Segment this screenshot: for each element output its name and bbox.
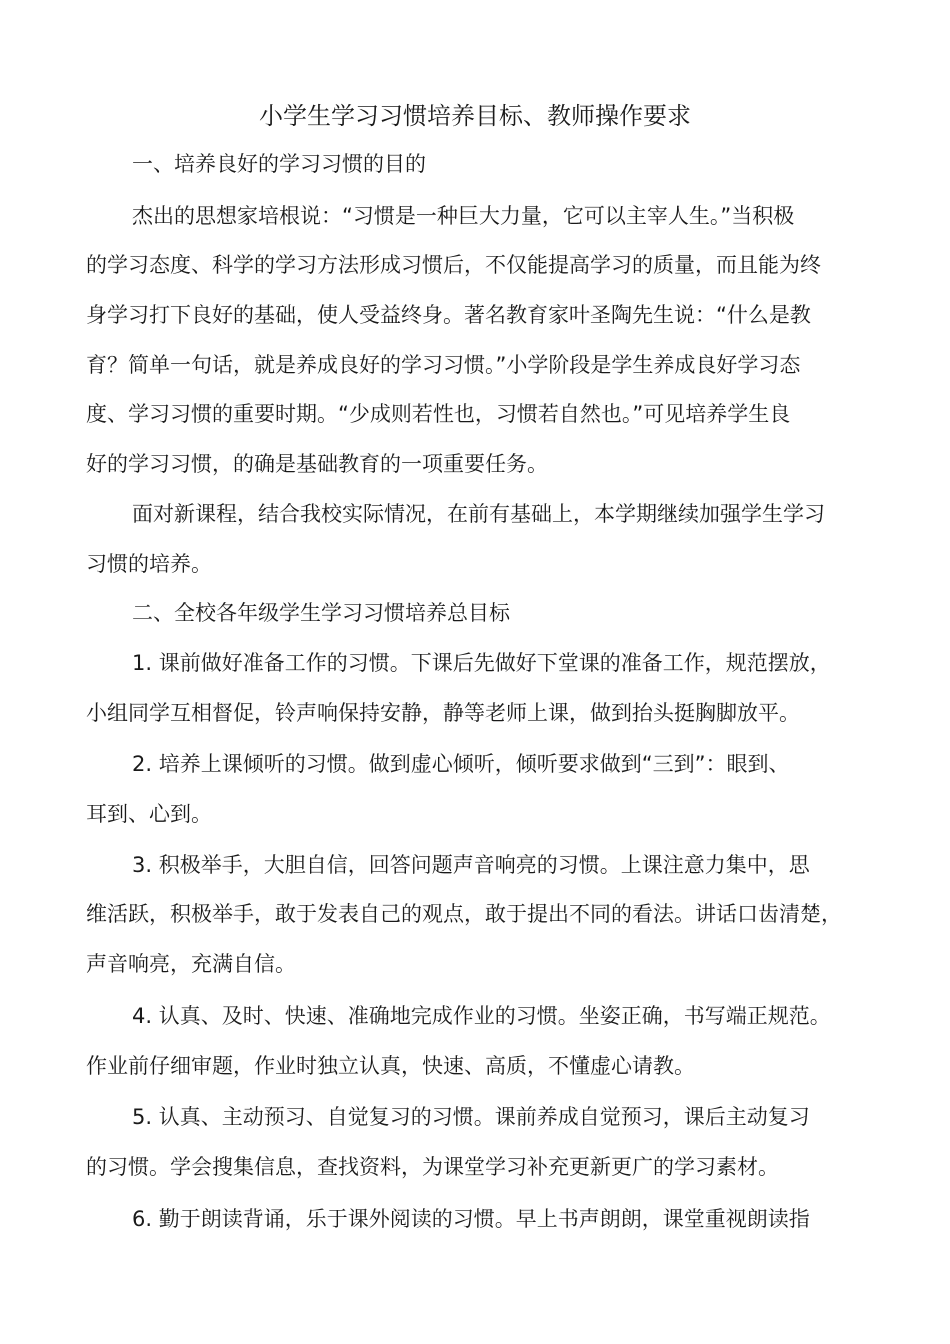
list-item-line: 2. 培养上课倾听的习惯。做到虚心倾听，倾听要求做到“三到”：眼到、 xyxy=(132,752,790,776)
paragraph-line: 面对新课程，结合我校实际情况，在前有基础上，本学期继续加强学生学习 xyxy=(132,502,825,526)
list-item-line: 作业前仔细审题，作业时独立认真，快速、高质，不懂虚心请教。 xyxy=(86,1054,695,1078)
list-item-line: 6. 勤于朗读背诵，乐于课外阅读的习惯。早上书声朗朗，课堂重视朗读指 xyxy=(132,1207,810,1231)
paragraph-line: 好的学习习惯，的确是基础教育的一项重要任务。 xyxy=(86,452,548,476)
list-item-line: 1. 课前做好准备工作的习惯。下课后先做好下堂课的准备工作，规范摆放， xyxy=(132,651,831,675)
section-heading-1: 一、培养良好的学习习惯的目的 xyxy=(132,152,426,176)
list-item-line: 4. 认真、及时、快速、准确地完成作业的习惯。坐姿正确，书写端正规范。 xyxy=(132,1004,831,1028)
list-item-line: 3. 积极举手，大胆自信，回答问题声音响亮的习惯。上课注意力集中，思 xyxy=(132,853,810,877)
paragraph-line: 度、学习习惯的重要时期。“少成则若性也，习惯若自然也。”可见培养学生良 xyxy=(86,402,791,426)
paragraph-line: 习惯的培养。 xyxy=(86,552,212,576)
list-item-line: 耳到、心到。 xyxy=(86,802,212,826)
paragraph-line: 育？简单一句话，就是养成良好的学习习惯。”小学阶段是学生养成良好学习态 xyxy=(86,353,801,377)
list-item-line: 5. 认真、主动预习、自觉复习的习惯。课前养成自觉预习，课后主动复习 xyxy=(132,1105,810,1129)
section-heading-2: 二、全校各年级学生学习习惯培养总目标 xyxy=(132,601,510,625)
paragraph-line: 杰出的思想家培根说：“习惯是一种巨大力量，它可以主宰人生。”当积极 xyxy=(132,204,795,228)
list-item-line: 小组同学互相督促，铃声响保持安静，静等老师上课，做到抬头挺胸脚放平。 xyxy=(86,701,800,725)
paragraph-line: 的学习态度、科学的学习方法形成习惯后，不仅能提高学习的质量，而且能为终 xyxy=(86,253,821,277)
paragraph-line: 身学习打下良好的基础，使人受益终身。著名教育家叶圣陶先生说：“什么是教 xyxy=(86,303,811,327)
list-item-line: 声音响亮，充满自信。 xyxy=(86,952,296,976)
document-title: 小学生学习习惯培养目标、教师操作要求 xyxy=(259,102,691,130)
list-item-line: 维活跃，积极举手，敢于发表自己的观点，敢于提出不同的看法。讲话口齿清楚， xyxy=(86,902,842,926)
list-item-line: 的习惯。学会搜集信息，查找资料，为课堂学习补充更新更广的学习素材。 xyxy=(86,1155,779,1179)
